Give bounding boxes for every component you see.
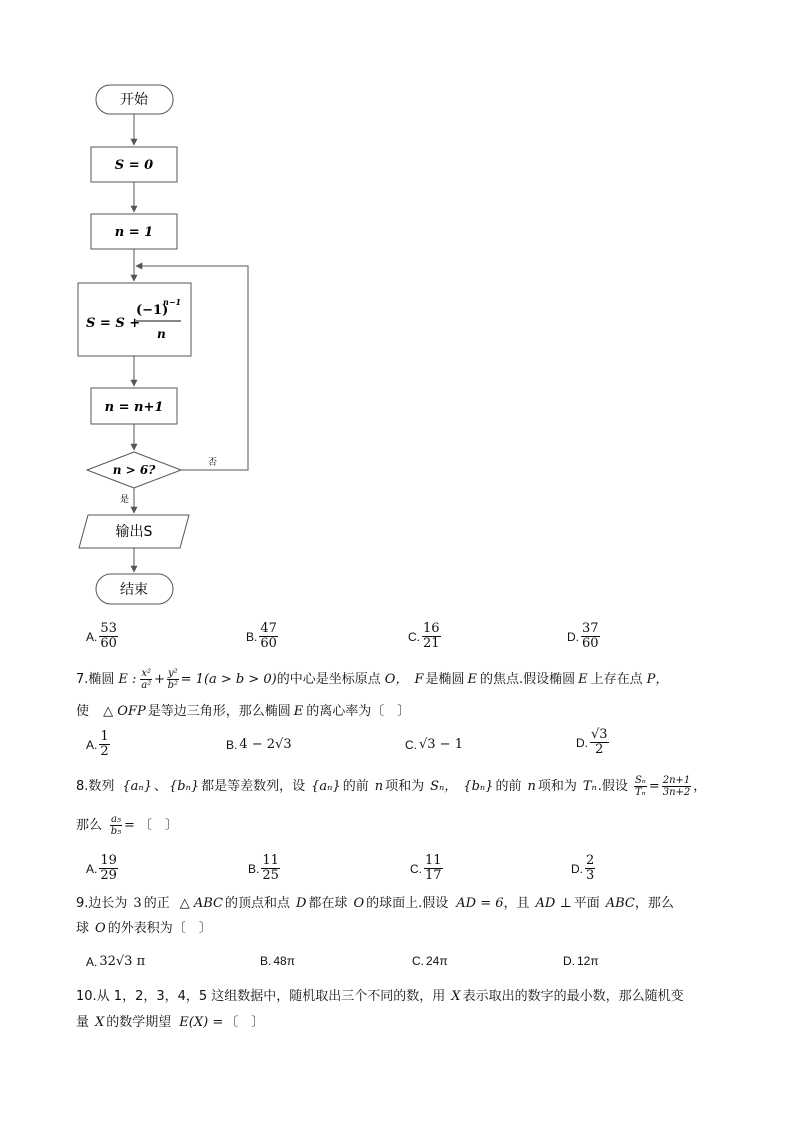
q8-b5: b₅ <box>110 826 122 837</box>
q7-a2: a² <box>141 680 152 691</box>
q7-x2: x² <box>141 668 152 679</box>
q8-text-b: 、 <box>153 778 167 794</box>
q8-option-b-den: 25 <box>262 868 279 883</box>
q10-x2: X <box>95 1015 105 1030</box>
q8-bn2: {bₙ} <box>463 778 494 794</box>
q9-option-b-label: B. <box>260 954 272 968</box>
end-label: 结束 <box>120 582 148 598</box>
q7-line2-e: E <box>293 704 304 719</box>
q9-text-f: ，且 <box>503 896 530 911</box>
q10-line2-b: 的数学期望 <box>106 1015 172 1030</box>
q8-an: {aₙ} <box>122 778 152 794</box>
q7-option-a-num: 1 <box>100 729 109 744</box>
q9-d: D <box>295 896 307 911</box>
q7-f: F <box>414 671 424 687</box>
q7-line1: 7.椭圆 E : x² a² + $\frac{\text{y²}}{\text{b²}}$ = 1(a > b > 0) 的中心是坐标原点 O， F 是椭圆 E 的焦点.假设椭圆 E 上存在点 P， <box>76 668 669 691</box>
q9-option-c-text: 24π <box>426 954 448 968</box>
q9-option-a-text: 32√3 π <box>99 954 146 969</box>
q9-text-d: 都在球 <box>308 896 348 911</box>
q9-line1 <box>76 895 674 913</box>
q6-option-c-den: 21 <box>423 636 440 651</box>
q9-ad: AD = 6 <box>456 896 504 911</box>
q9-text-c: 的顶点和点 <box>224 896 290 911</box>
q9-option-b-text: 48π <box>273 954 295 968</box>
q9-option-a-label: A. <box>86 954 98 969</box>
q9-option-c-label: C. <box>412 954 424 968</box>
q9-abc: ABC <box>605 896 635 911</box>
q8-text-e: 项和为 <box>385 778 425 794</box>
q7-text-a: 7.椭圆 <box>76 671 115 687</box>
q9-o2: O <box>95 921 106 936</box>
q8-text-a: 8.数列 <box>76 778 115 794</box>
q9-option-d-label: D. <box>563 954 575 968</box>
q6-option-c[interactable] <box>408 622 441 651</box>
q8-sn: Sₙ， <box>430 778 458 794</box>
q6-option-b-den: 60 <box>260 636 277 651</box>
q8-line2-a: 那么 <box>76 817 103 833</box>
q9-line2-b: 的外表积为〔 〕 <box>107 921 212 936</box>
init-n-label: n = 1 <box>114 225 154 240</box>
q7-b2: b² <box>167 680 179 691</box>
q6-option-c-num: 16 <box>423 621 440 636</box>
q8-option-d-label: D. <box>571 861 583 876</box>
q8-option-b[interactable] <box>248 854 280 883</box>
q10-line1 <box>76 988 684 1006</box>
no-label: 否 <box>208 458 218 468</box>
q9-option-a[interactable] <box>86 954 145 969</box>
q9-option-d[interactable] <box>563 954 599 968</box>
q10-line2-c: 〔 〕 <box>225 1015 265 1030</box>
q9-text-b: 的正 <box>143 896 170 911</box>
q8-option-c[interactable] <box>410 854 443 883</box>
q8-option-b-label: B. <box>248 861 260 876</box>
q7-option-a[interactable] <box>86 730 110 759</box>
q7-option-b[interactable] <box>226 737 292 752</box>
q8-bn: {bₙ} <box>168 778 200 794</box>
q8-text-g: 项和为 <box>537 778 577 794</box>
q7-triangle: △ OFP <box>103 704 146 719</box>
output-label: 输出S <box>115 524 153 540</box>
q9-text-e: 的球面上.假设 <box>366 896 449 911</box>
q8-option-a[interactable] <box>86 854 118 883</box>
q8-option-d-num: 2 <box>586 853 595 868</box>
q8-line2 <box>76 814 178 837</box>
q7-option-b-text: 4 − 2√3 <box>239 737 292 752</box>
q8-option-d-den: 3 <box>586 868 595 883</box>
q7-line2-a: 使 <box>76 704 90 719</box>
q7-e2: E <box>467 671 477 687</box>
q7-text-d: 的焦点.假设椭圆 <box>480 671 576 687</box>
init-s-label: S = 0 <box>114 158 154 173</box>
q7-option-a-label: A. <box>86 737 98 752</box>
q7-text-e: 上存在点 <box>590 671 643 687</box>
q9-line2 <box>76 920 212 938</box>
q6-option-a-label: A. <box>86 629 98 644</box>
q9-line2-a: 球 <box>76 921 90 936</box>
q8-sn-num: Sₙ <box>634 775 646 786</box>
q9-o: O <box>353 896 365 911</box>
q9-option-b[interactable] <box>260 954 295 968</box>
q8-text-d: 的前 <box>342 778 369 794</box>
q6-option-d-num: 37 <box>582 621 599 636</box>
q7-e3: E <box>578 671 588 687</box>
q6-option-d-label: D. <box>567 629 579 644</box>
q8-line2-b: = 〔 〕 <box>124 817 179 833</box>
q7-option-d-den: 2 <box>595 742 604 757</box>
q6-option-a[interactable] <box>86 622 118 651</box>
q8-line1: 8.数列 {aₙ} 、 {bₙ} 都是等差数列，设 {aₙ} 的前 n 项和为 Sₙ， {bₙ} 的前 n 项和为 Tₙ .假设 $\frac{\text{Sₙ}}{\text{Tₙ}}$ = $\frac{2n+1}{3n+2}$ ， <box>76 775 707 798</box>
q9-three: 3 <box>133 896 142 911</box>
yes-label: 是 <box>120 495 130 505</box>
q7-p: P， <box>646 671 669 687</box>
q7-option-d-label: D. <box>576 735 588 750</box>
q6-option-b-num: 47 <box>260 621 277 636</box>
q7-text-c: 是椭圆 <box>425 671 465 687</box>
q8-option-c-num: 11 <box>425 853 442 868</box>
q8-an2: {aₙ} <box>311 778 341 794</box>
update-s-den: n <box>157 327 166 341</box>
q9-triangle: △ ABC <box>179 896 223 911</box>
q7-o: O， <box>384 671 409 687</box>
q8-ratio-den: 3n+2 <box>662 787 691 798</box>
q7-option-c-text: √3 − 1 <box>419 737 463 752</box>
q8-a5: a₅ <box>111 814 121 825</box>
q8-option-c-den: 17 <box>425 868 442 883</box>
q6-option-d[interactable] <box>567 622 600 651</box>
q10-x: X <box>451 989 461 1004</box>
q9-text-a: 9.边长为 <box>76 896 128 911</box>
q6-option-c-label: C. <box>408 629 420 644</box>
q8-n1: n <box>374 778 384 794</box>
q7-option-d-num: √3 <box>591 727 608 742</box>
flowchart <box>0 0 300 610</box>
q6-option-d-den: 60 <box>582 636 599 651</box>
q8-text-f: 的前 <box>495 778 522 794</box>
q8-option-a-den: 29 <box>100 868 117 883</box>
q8-text-h: .假设 <box>597 778 628 794</box>
q9-option-c[interactable] <box>412 954 448 968</box>
q10-ex: E(X) = <box>179 1015 224 1030</box>
q9-perp: AD ⊥ <box>535 896 572 911</box>
q10-text-b: 表示取出的数字的最小数，那么随机变 <box>462 989 684 1004</box>
q7-line2-c: 的离心率为〔 〕 <box>306 704 411 719</box>
q10-text-a: 10.从 1，2，3，4，5 这组数据中，随机取出三个不同的数，用 <box>76 989 446 1004</box>
q7-option-a-den: 2 <box>100 744 109 759</box>
q9-text-g: 平面 <box>573 896 600 911</box>
q8-ratio-num: 2n+1 <box>662 775 691 786</box>
q7-line2-b: 是等边三角形，那么椭圆 <box>147 704 291 719</box>
q6-option-a-den: 60 <box>100 636 117 651</box>
increment-label: n = n+1 <box>104 400 164 415</box>
q7-equation: = 1(a > b > 0) <box>180 671 277 687</box>
q7-text-b: 的中心是坐标原点 <box>276 671 381 687</box>
update-s-lhs: S = S + <box>86 316 141 331</box>
q7-line2 <box>76 703 410 721</box>
q8-tn-den: Tₙ <box>635 787 646 798</box>
q8-option-d[interactable] <box>571 854 595 883</box>
q8-option-b-num: 11 <box>262 853 279 868</box>
q8-option-a-num: 19 <box>100 853 117 868</box>
q8-option-a-label: A. <box>86 861 98 876</box>
condition-label: n > 6? <box>112 463 156 477</box>
update-s-exp: n−1 <box>163 297 182 307</box>
update-s-num: (−1) <box>136 303 169 318</box>
q7-e-label: E : <box>118 671 137 687</box>
q6-option-a-num: 53 <box>100 621 117 636</box>
q7-option-c-label: C. <box>405 737 417 752</box>
q7-option-b-label: B. <box>226 737 238 752</box>
q8-comma: ， <box>693 778 707 794</box>
q7-y2: y² <box>167 668 178 679</box>
q9-text-h: ，那么 <box>634 896 674 911</box>
q6-option-b[interactable] <box>246 622 278 651</box>
q8-text-c: 都是等差数列，设 <box>201 778 306 794</box>
q6-option-b-label: B. <box>246 629 258 644</box>
q8-tn: Tₙ <box>582 778 597 794</box>
q7-option-c[interactable] <box>405 737 463 752</box>
q10-line2 <box>76 1014 264 1032</box>
q10-line2-a: 量 <box>76 1015 90 1030</box>
q8-option-c-label: C. <box>410 861 422 876</box>
q9-option-d-text: 12π <box>577 954 599 968</box>
q8-n2: n <box>527 778 536 794</box>
q7-option-d[interactable] <box>576 728 609 757</box>
start-label: 开始 <box>120 92 148 108</box>
